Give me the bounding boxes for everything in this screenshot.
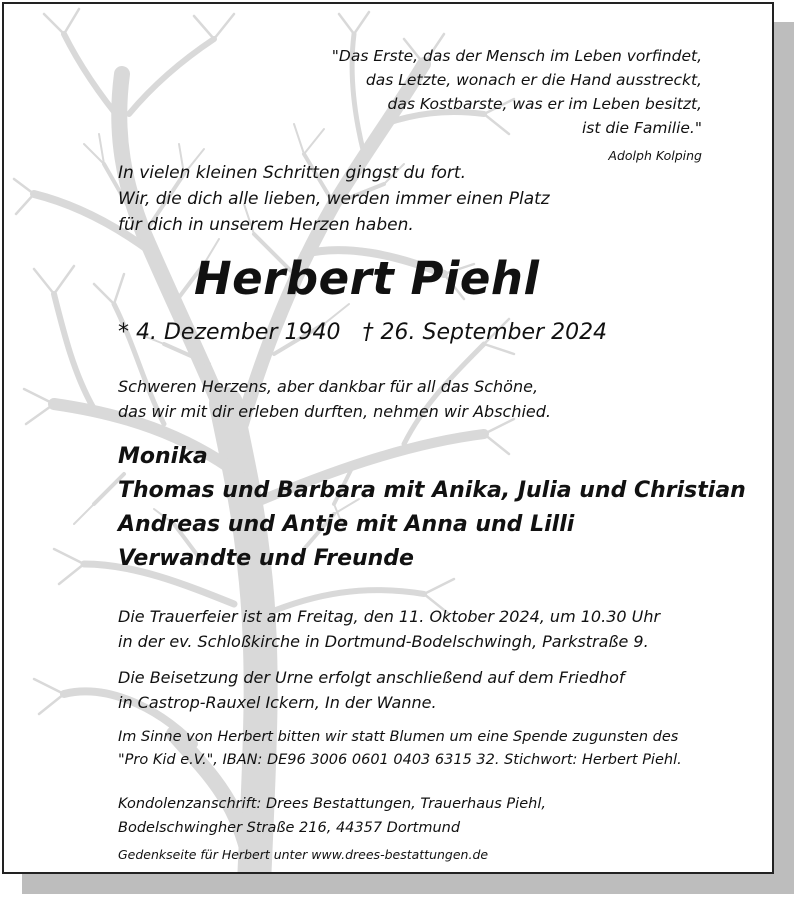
quote-author: Adolph Kolping xyxy=(608,148,702,163)
donation-info xyxy=(118,726,682,772)
family-member: Monika xyxy=(118,444,208,469)
quote xyxy=(332,44,702,140)
family-member: Andreas und Antje mit Anna und Lilli xyxy=(118,512,575,537)
family-member: Verwandte und Freunde xyxy=(118,546,414,571)
family-member: Thomas und Barbara mit Anika, Julia und Christian xyxy=(118,478,746,503)
memorial-page-link[interactable]: Gedenkseite für Herbert unter www.drees-bestattungen.de xyxy=(118,847,489,862)
family-list xyxy=(118,440,746,576)
condolence-address xyxy=(118,792,546,840)
condolence-line: Kondolenzanschrift: Drees Bestattungen, Trauerhaus Piehl, xyxy=(118,796,546,812)
verse-line: für dich in unserem Herzen haben. xyxy=(118,215,414,235)
deceased-name: Herbert Piehl xyxy=(194,252,540,305)
donation-line: "Pro Kid e.V.", IBAN: DE96 3006 0601 0403 6315 32. Stichwort: Herbert Piehl. xyxy=(118,752,682,768)
verse xyxy=(118,160,550,238)
funeral-line: Die Trauerfeier ist am Freitag, den 11. Oktober 2024, um 10.30 Uhr xyxy=(118,607,661,626)
birth-date: * 4. Dezember 1940 xyxy=(118,320,341,345)
funeral-line: in der ev. Schloßkirche in Dortmund-Bodelschwingh, Parkstraße 9. xyxy=(118,632,649,651)
burial-line: Die Beisetzung der Urne erfolgt anschließend auf dem Friedhof xyxy=(118,668,625,687)
farewell-line: das wir mit dir erleben durften, nehmen wir Abschied. xyxy=(118,402,551,421)
donation-line: Im Sinne von Herbert bitten wir statt Blumen um eine Spende zugunsten des xyxy=(118,729,679,745)
obituary-card xyxy=(2,2,774,874)
life-dates xyxy=(118,320,607,345)
verse-line: Wir, die dich alle lieben, werden immer einen Platz xyxy=(118,189,550,209)
quote-line: "Das Erste, das der Mensch im Leben vorfindet, xyxy=(331,47,702,65)
quote-line: das Kostbarste, was er im Leben besitzt, xyxy=(387,95,702,113)
quote-line: das Letzte, wonach er die Hand ausstreckt, xyxy=(365,71,702,89)
farewell-line: Schweren Herzens, aber dankbar für all das Schöne, xyxy=(118,377,539,396)
verse-line: In vielen kleinen Schritten gingst du fort. xyxy=(118,163,466,183)
burial-info xyxy=(118,665,625,715)
quote-line: ist die Familie." xyxy=(581,119,702,137)
funeral-info xyxy=(118,604,660,654)
condolence-line: Bodelschwingher Straße 216, 44357 Dortmund xyxy=(118,820,461,836)
farewell-text xyxy=(118,374,551,424)
death-date: † 26. September 2024 xyxy=(362,320,608,345)
burial-line: in Castrop-Rauxel Ickern, In der Wanne. xyxy=(118,693,437,712)
